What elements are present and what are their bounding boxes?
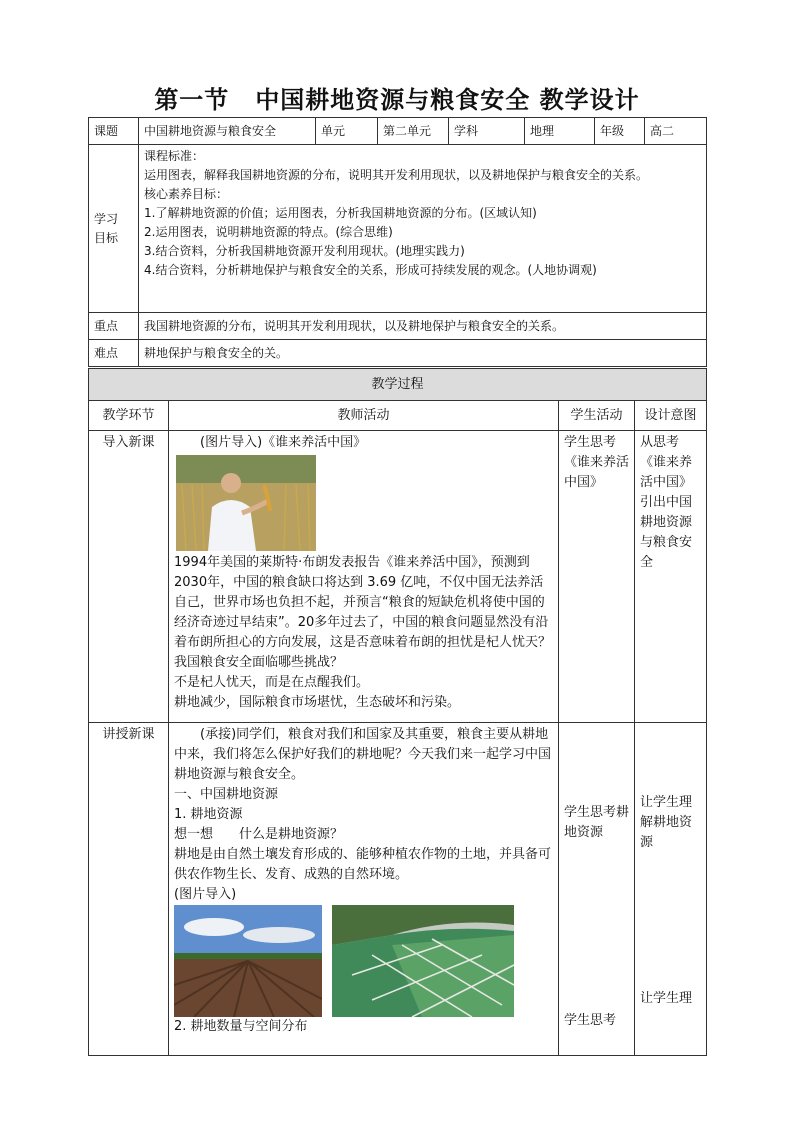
teaching-caption: (图片导入) (174, 887, 237, 902)
objective-line: 2.运用图表，说明耕地资源的特点。(综合思维) (144, 225, 393, 239)
student-think: 学生思考 (564, 1013, 617, 1028)
process-table (88, 368, 707, 1056)
intro-caption: (图片导入)《谁来养活中国》 (200, 435, 367, 450)
difficulty-value: 耕地保护与粮食安全的关。 (139, 340, 707, 367)
design-intent-intro: 从思考《谁来养活中国》引出中国耕地资源与粮食安全 (635, 431, 707, 723)
teacher-activity-teaching (169, 723, 559, 1056)
intro-paragraph: 耕地减少，国际粮食市场堪忧，生态破坏和污染。 (174, 695, 461, 710)
title-main: 中国耕地资源与粮食安全 教学设计 (255, 85, 640, 114)
intro-paragraph: 不是杞人忧天，而是在点醒我们。 (174, 675, 370, 690)
teaching-heading: 一、中国耕地资源 (174, 787, 279, 802)
design-understand-farmland: 让学生理解耕地资源 (640, 795, 693, 850)
topic-value: 中国耕地资源与粮食安全 (139, 118, 316, 145)
key-point-value: 我国耕地资源的分布，说明其开发利用现状，以及耕地保护与粮食安全的关系。 (139, 313, 707, 340)
design-intent-teaching (635, 723, 707, 1056)
student-think-farmland: 学生思考耕地资源 (564, 805, 630, 840)
intro-paragraph: 1994年美国的莱斯特·布朗发表报告《谁来养活中国》，预测到2030年，中国的粮食缺口将达到 3.69 亿吨，不仅中国无法养活自己，世界市场也负担不起，并预言“粮食的短缺危机将使中国的经济奇迹过早结束”。20多年过去了，中国的粮食问题显然没有沿着布朗所担心的方向发展，这是否意味着布朗的担忧是杞人忧天？我国粮食安全面临哪些挑战？ (174, 555, 552, 670)
objectives-content (139, 145, 707, 313)
subject-label: 学科 (449, 118, 525, 145)
title-section: 第一节 (154, 85, 230, 114)
col-stage: 教学环节 (89, 401, 169, 431)
stage-teaching: 讲授新课 (89, 723, 169, 1056)
teaching-section-title: 2. 耕地数量与空间分布 (174, 1019, 308, 1034)
stage-intro: 导入新课 (89, 431, 169, 723)
unit-label: 单元 (316, 118, 378, 145)
page-title (0, 80, 794, 115)
objectives-label: 学习 目标 (89, 145, 139, 313)
farmer-rice-photo (176, 455, 316, 551)
design-understand: 让学生理 (640, 991, 693, 1006)
col-design: 设计意图 (635, 401, 707, 431)
process-header: 教学过程 (89, 369, 707, 401)
teaching-paragraph: (承接)同学们，粮食对我们和国家及其重要，粮食主要从耕地中来，我们将怎么保护好我们的耕地呢？今天我们来一起学习中国耕地资源与粮食安全。 (174, 727, 552, 782)
student-activity-intro: 学生思考《谁来养活中国》 (559, 431, 635, 723)
key-point-label: 重点 (89, 313, 139, 340)
grade-value: 高二 (645, 118, 707, 145)
farmland-photos (174, 905, 553, 1017)
unit-value: 第二单元 (378, 118, 449, 145)
aerial-farmland-photo (332, 905, 514, 1017)
teaching-subheading: 1. 耕地资源 (174, 807, 243, 822)
teaching-paragraph: 耕地是由自然土壤发育形成的、能够种植农作物的土地，并具备可供农作物生长、发育、成熟的自然环境。 (174, 847, 552, 882)
objective-line: 核心素养目标： (144, 187, 229, 201)
objective-line: 课程标准： (144, 149, 205, 163)
plowed-field-photo (174, 905, 322, 1017)
subject-value: 地理 (525, 118, 595, 145)
objective-line: 1.了解耕地资源的价值；运用图表，分析我国耕地资源的分布。(区域认知) (144, 206, 537, 220)
info-table (88, 117, 707, 367)
student-activity-teaching (559, 723, 635, 1056)
teaching-question: 想一想 什么是耕地资源？ (174, 827, 344, 842)
objective-line: 运用图表，解释我国耕地资源的分布，说明其开发利用现状，以及耕地保护与粮食安全的关系。 (144, 168, 649, 182)
col-teacher: 教师活动 (169, 401, 559, 431)
teacher-activity-intro (169, 431, 559, 723)
difficulty-label: 难点 (89, 340, 139, 367)
objective-line: 4.结合资料，分析耕地保护与粮食安全的关系，形成可持续发展的观念。(人地协调观) (144, 263, 597, 277)
objective-line: 3.结合资料，分析我国耕地资源开发利用现状。(地理实践力) (144, 244, 465, 258)
col-student: 学生活动 (559, 401, 635, 431)
grade-label: 年级 (595, 118, 645, 145)
topic-label: 课题 (89, 118, 139, 145)
